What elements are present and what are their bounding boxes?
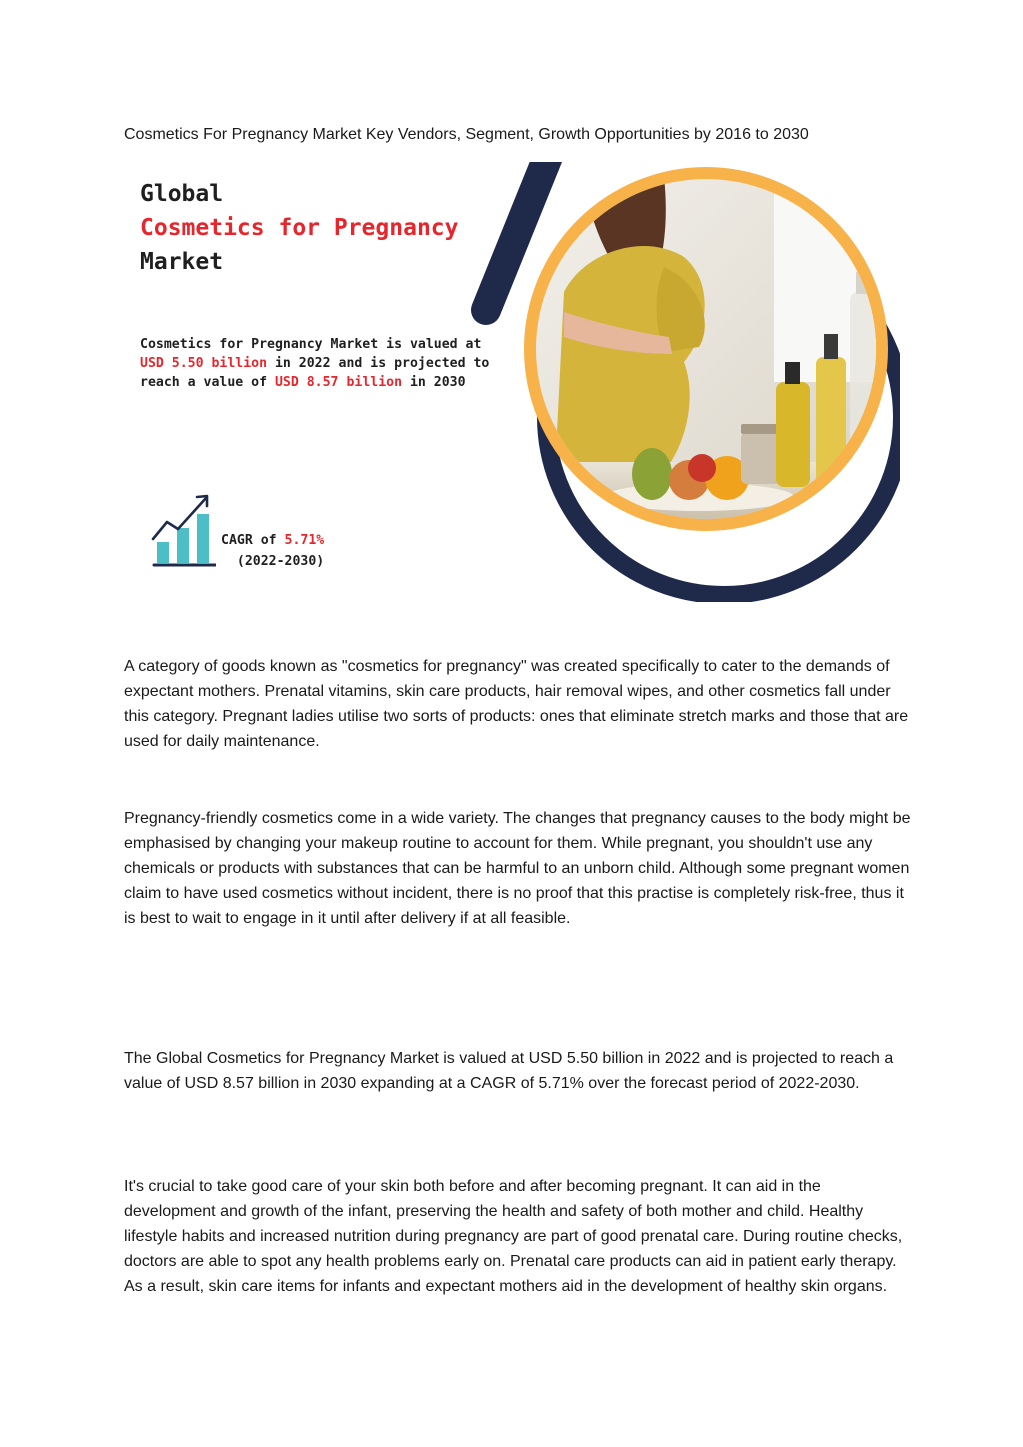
paragraph-variety: Pregnancy-friendly cosmetics come in a wide variety. The changes that pregnancy causes to the body might be emphasised by changing your makeup routine to account for them. While pregnant, you shouldn't use any chemicals or products with substances that can be harmful to an unborn child. Although some pregnant women claim to have used cosmetics without incident, there is no proof that this practise is completely risk-free, thus it is best to wait to engage in it until after delivery if at all feasible. (124, 810, 911, 927)
growth-chart-icon (150, 492, 216, 568)
desc-line4: in 2030 (402, 375, 466, 390)
banner-heading-product: Cosmetics for Pregnancy (140, 215, 459, 241)
banner-description (140, 335, 510, 392)
value-2030: USD 8.57 billion (274, 375, 403, 390)
paragraph-skin-care: It's crucial to take good care of your skin both before and after becoming pregnant. It can aid in the development and growth of the infant, preserving the health and safety of both mother and child. Healthy lifestyle habits and increased nutrition during pregnancy are part of good prenatal care. During routine checks, doctors are able to spot any health problems early on. Prenatal care products can aid in patient early therapy. As a result, skin care items for infants and expectant mothers aid in the development of healthy skin organs. (124, 1178, 903, 1295)
desc-line2: in 2022 and is projected to (267, 356, 490, 371)
paragraph-definition: A category of goods known as "cosmetics for pregnancy" was created specifically to cater to the demands of expectant mothers. Prenatal vitamins, skin care products, hair removal wipes, and other cosmetics fall under this category. Pregnant ladies utilise two sorts of products: ones that eliminate stretch marks and those that are used for daily maintenance. (124, 658, 909, 750)
cagr-period: (2022-2030) (236, 554, 325, 569)
cagr-value: 5.71% (284, 533, 325, 548)
value-2022: USD 5.50 billion (140, 356, 268, 371)
desc-line3: reach a value of (140, 375, 275, 390)
cagr-prefix: CAGR of (221, 533, 285, 548)
cagr-label (221, 530, 324, 572)
document-title: Cosmetics For Pregnancy Market Key Vendors, Segment, Growth Opportunities by 2016 to 2030 (124, 126, 809, 143)
banner-heading-market: Market (140, 249, 224, 275)
desc-line1: Cosmetics for Pregnancy Market is valued at (140, 337, 482, 352)
market-infographic-banner (124, 162, 900, 602)
banner-heading-global: Global (140, 181, 224, 207)
paragraph-market-value: The Global Cosmetics for Pregnancy Market is valued at USD 5.50 billion in 2022 and is projected to reach a value of USD 8.57 billion in 2030 expanding at a CAGR of 5.71% over the forecast period of 2022-2030. (124, 1050, 894, 1092)
